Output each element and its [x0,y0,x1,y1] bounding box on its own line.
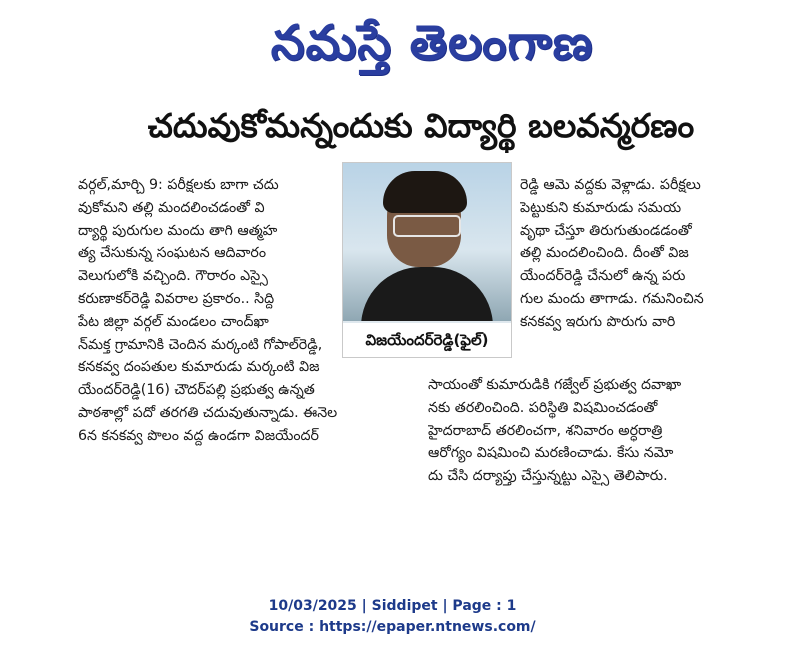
article-line: పాఠశాల్లో పదో తరగతి చదువుతున్నాడు. ఈనెల [78,404,338,421]
article-line: 6న కనకవ్వ పొలం వద్ద ఉండగా విజయేందర్ [78,427,319,444]
article-line: యేందర్‌రెడ్డి(16) చౌదర్‌పల్లి ప్రభుత్వ ఉన్నత [78,382,315,399]
article-line: గుల మందు తాగాడు. గమనించిన [520,290,704,307]
article-line: హైదరాబాద్ తరలించగా, శనివారం అర్ధరాత్రి [428,422,663,439]
newspaper-clipping [76,4,766,566]
article-line: పేట జిల్లా వర్గల్ మండలం చాంద్‌ఖా [78,313,269,330]
article-line: నకు తరలించింది. పరిస్థితి విషమించడంతో [428,399,658,416]
article-headline: చదువుకోమన్నందుకు విద్యార్థి బలవన్మరణం [147,106,695,145]
article-line: తల్లి మందలించింది. దీంతో విజ [520,245,689,262]
article-line: న్‌మక్త గ్రామానికి చెందిన మర్కంటి గోపాల్‌రెడ్డి, [78,336,323,353]
portrait-image [343,163,511,321]
article-line: వెలుగులోకి వచ్చింది. గౌరారం ఎస్సై [78,268,268,285]
source-link[interactable]: Source : https://epaper.ntnews.com/ [249,619,536,635]
article-line: త్య చేసుకున్న సంఘటన ఆదివారం [78,245,267,262]
page-footer [0,596,785,638]
article-column-right-top [520,174,764,334]
article-line: కరుణాకర్‌రెడ్డి వివరాల ప్రకారం.. సిద్ది [78,290,275,307]
article-column-right-bottom [428,374,764,488]
article-line: రెడ్డి ఆమె వద్దకు వెళ్లాడు. పరీక్షలు [520,177,701,193]
article-photo [342,162,512,358]
article-line: వుకోమని తల్లి మందలించడంతో వి [78,199,265,216]
photo-caption: విజయేందర్‌రెడ్డి(ఫైల్) [343,323,511,357]
article-line: ఆరోగ్యం విషమించి మరణించాడు. కేసు నమో [428,445,674,462]
article-line: వర్గల్,మార్చి 9: పరీక్షలకు బాగా చదు [78,177,279,193]
article-line: యేందర్‌రెడ్డి చేనులో ఉన్న పరు [520,268,686,285]
article-line: కనకవ్వ దంపతుల కుమారుడు మర్కంటి విజ [78,359,320,376]
article-line: వృథా చేస్తూ తిరుగుతుండడంతో [520,222,692,239]
article-line: కనకవ్వ ఇరుగు పొరుగు వారి [520,313,676,330]
masthead-logo: నమస్తే తెలంగాణ [270,15,594,71]
article-line: సాయంతో కుమారుడికి గజ్వేల్ ప్రభుత్వ దవాఖా [428,377,682,393]
article-line: పెట్టుకుని కుమారుడు సమయ [520,199,682,216]
article-line: ద్యార్థి పురుగుల మందు తాగి ఆత్మహ [78,222,278,239]
article-line: దు చేసి దర్యాప్తు చేస్తున్నట్టు ఎస్సై తెలిపారు. [428,468,668,485]
edition-info: 10/03/2025 | Siddipet | Page : 1 [268,598,517,614]
